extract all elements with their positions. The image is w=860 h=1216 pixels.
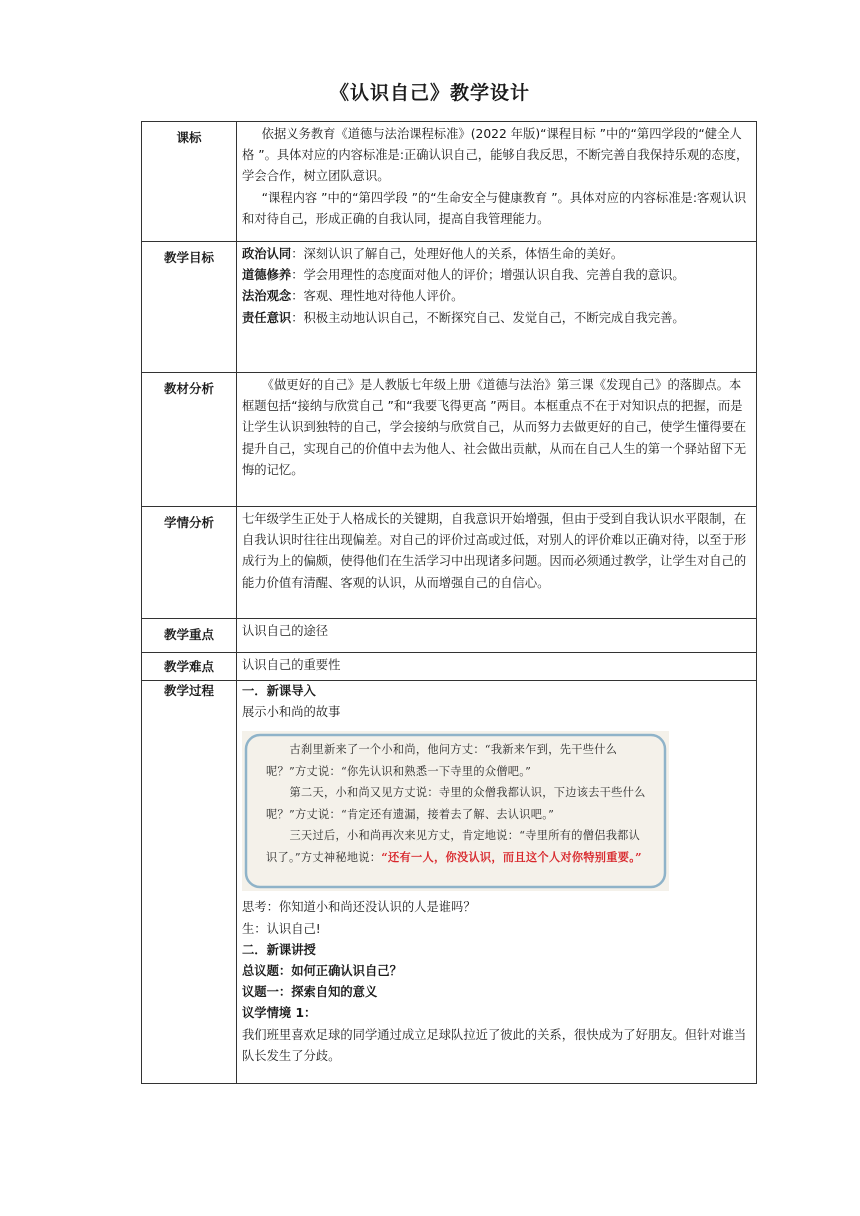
- goal-term: 责任意识: [242, 310, 292, 325]
- row-teaching-goals: [142, 242, 757, 373]
- row-label: 学情分析: [142, 507, 237, 619]
- paragraph: “课程内容 ”中的“第四学段 ”的“生命安全与健康教育 ”。具体对应的内容标准是:客观认识和对待自己，形成正确的自我认同，提高自我管理能力。: [242, 190, 747, 226]
- goal-text: ：客观、理性地对待他人评价。: [291, 289, 464, 304]
- paragraph: 展示小和尚的故事: [242, 705, 341, 720]
- topic-heading: 总议题：如何正确认识自己？: [242, 964, 402, 979]
- story-text: [266, 739, 651, 868]
- goal-term: 政治认同: [242, 247, 292, 261]
- story-paragraph: 古刹里新来了一个小和尚，他问方丈：“我新来乍到，先干些什么呢？”方丈说：“你先认识和熟悉一下寺里的众僧吧。”: [266, 743, 618, 778]
- row-content: [237, 507, 757, 619]
- paragraph: 依据义务教育《道德与法治课程标准》(2022 年版)“课程目标 ”中的“第四学段的“健全人格 ”。具体对应的内容标准是:正确认识自己，能够自我反思，不断完善自我保持乐观的态度，学会合作，树立团队意识。: [242, 127, 749, 184]
- goal-term: 法治观念: [242, 289, 292, 304]
- goal-text: ：学会用理性的态度面对他人的评价；增强认识自我、完善自我的意识。: [291, 268, 685, 283]
- row-label: 教材分析: [142, 373, 237, 507]
- story-image: [242, 731, 669, 891]
- row-textbook-analysis: [142, 373, 757, 507]
- row-content: 认识自己的重要性: [237, 653, 757, 681]
- row-label: 课标: [142, 122, 237, 242]
- paragraph: 思考：你知道小和尚还没认识的人是谁吗？: [242, 900, 476, 915]
- row-label: 教学难点: [142, 653, 237, 681]
- goal-text: ：积极主动地认识自己，不断探究自己、发觉自己，不断完成自我完善。: [291, 310, 685, 325]
- page-title: 《认识自己》教学设计: [329, 82, 530, 104]
- section-heading: 一．新课导入: [242, 684, 316, 698]
- goal-item: [242, 308, 751, 329]
- row-content: [237, 373, 757, 507]
- row-content: [237, 681, 757, 1084]
- paragraph: 七年级学生正处于人格成长的关键期，自我意识开始增强，但由于受到自我认识水平限制，在自我认识时往往出现偏差。对自己的评价过高或过低，对别人的评价难以正确对待，以至于形成行为上的偏颇，使得他们在生活学习中出现诸多问题。因而必须通过教学，让学生对自己的能力价值有清醒、客观的认识，从而增强自己的自信心。: [242, 512, 747, 590]
- story-text-highlight: “还有一人，你没认识，而且这个人对你特别重要。”: [381, 849, 642, 864]
- row-student-analysis: [142, 507, 757, 619]
- story-text-plain: 三天过后，小和尚再次来见方丈，肯定地说：“寺里所有的僧侣我都认识了。”方丈神秘地说：: [266, 829, 641, 864]
- row-label: 教学重点: [142, 619, 237, 653]
- paragraph: 《做更好的自己》是人教版七年级上册《道德与法治》第三课《发现自己》的落脚点。本框题包括“接纳与欣赏自己 ”和“我要飞得更高 ”两目。本框重点不在于对知识点的把握，而是让学生认识到独特的自己，学会接纳与欣赏自己，从而努力去做更好的自己，使学生懂得要在提升自己，实现自己的价值中去为他人、社会做出贡献，从而在自己人生的第一个驿站留下无悔的记忆。: [242, 378, 747, 477]
- section-heading: 二．新课讲授: [242, 942, 316, 957]
- goal-item: [242, 286, 751, 307]
- paragraph: 生：认识自己!: [242, 921, 321, 936]
- row-content: [237, 122, 757, 242]
- story-paragraph: 第二天，小和尚又见方丈说：寺里的众僧我都认识，下边该去干些什么呢？”方丈说：“肯定还有遗漏，接着去了解、去认识吧。”: [266, 786, 646, 821]
- row-key-point: [142, 619, 757, 653]
- lesson-plan-table: [141, 121, 757, 1084]
- goal-item: [242, 265, 751, 286]
- row-teaching-process: [142, 681, 757, 1084]
- goal-term: 道德修养: [242, 268, 292, 283]
- row-label: 教学目标: [142, 242, 237, 373]
- topic-heading: 议学情境 1：: [242, 1006, 317, 1021]
- paragraph: 我们班里喜欢足球的同学通过成立足球队拉近了彼此的关系，很快成为了好朋友。但针对谁当队长发生了分歧。: [242, 1027, 747, 1063]
- goal-text: ：深刻认识了解自己，处理好他人的关系，体悟生命的美好。: [291, 247, 624, 261]
- row-difficult-point: [142, 653, 757, 681]
- topic-heading: 议题一：探索自知的意义: [242, 985, 378, 1000]
- story-paragraph: [266, 825, 651, 868]
- goal-item: [242, 244, 751, 265]
- row-label: 教学过程: [142, 681, 237, 1084]
- row-content: 认识自己的途径: [237, 619, 757, 653]
- row-curriculum-standard: [142, 122, 757, 242]
- row-content: [237, 242, 757, 373]
